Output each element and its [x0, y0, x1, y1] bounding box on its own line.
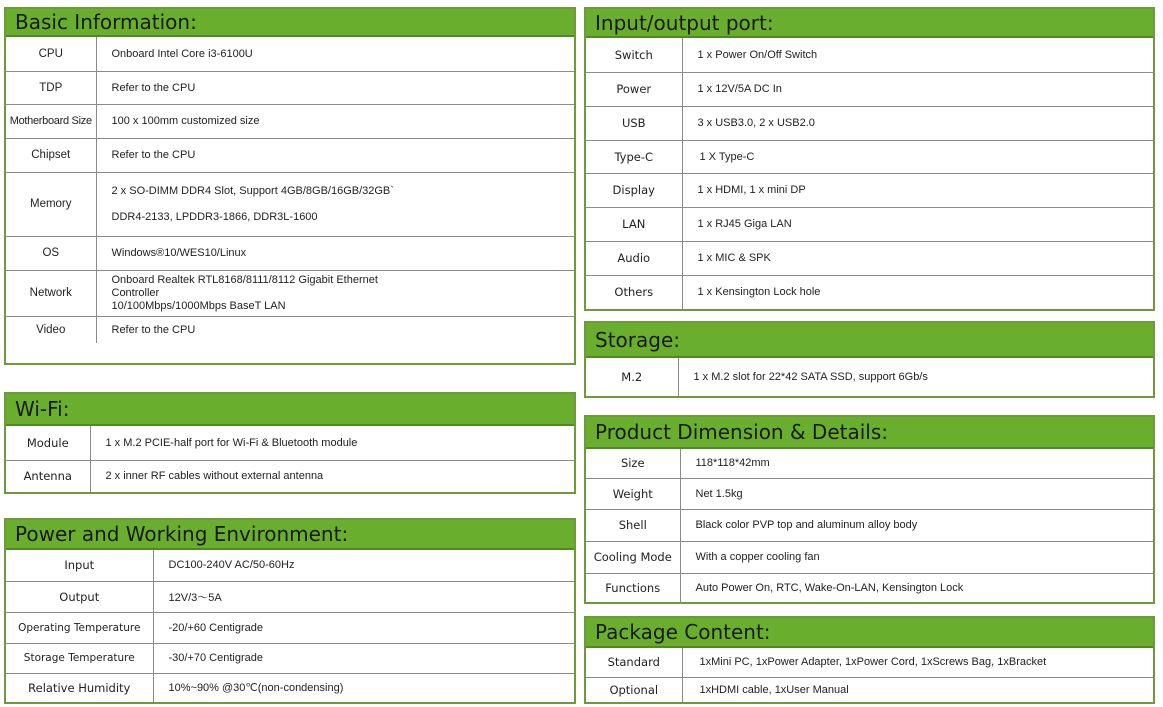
row-label: Functions — [586, 573, 680, 602]
row-label: Video — [6, 316, 96, 343]
section-title: Storage: — [586, 323, 1153, 358]
table-row — [6, 581, 574, 612]
row-label: Motherboard Size — [6, 104, 96, 138]
section-title: Wi-Fi: — [6, 394, 574, 426]
row-label: Audio — [586, 241, 682, 275]
row-label: Operating Temperature — [6, 612, 153, 643]
table-row — [586, 140, 1153, 173]
table-row — [6, 104, 574, 138]
io-port-section — [584, 7, 1155, 311]
row-value: Onboard Intel Core i3-6100U — [111, 47, 253, 60]
row-label: Relative Humidity — [6, 673, 153, 702]
spec-table — [6, 426, 574, 492]
table-row — [586, 173, 1153, 207]
row-value: Black color PVP top and aluminum alloy body — [680, 509, 1153, 541]
row-label: Cooling Mode — [586, 541, 680, 573]
spec-table — [586, 358, 1153, 396]
table-row — [6, 172, 574, 236]
row-label: M.2 — [586, 358, 678, 396]
row-value: With a copper cooling fan — [680, 541, 1153, 573]
row-value: 12V/3〜5A — [153, 581, 574, 612]
spec-table — [586, 449, 1153, 602]
table-row — [6, 673, 574, 702]
spec-table — [586, 648, 1153, 702]
storage-section — [584, 321, 1155, 398]
row-label: Storage Temperature — [6, 643, 153, 673]
value-line: Controller — [111, 286, 160, 299]
wifi-section — [4, 392, 576, 494]
row-value: Refer to the CPU — [96, 71, 574, 104]
row-value: Windows®10/WES10/Linux — [96, 236, 574, 270]
row-value: 1 X Type-C — [682, 140, 1153, 173]
row-label: OS — [6, 236, 96, 270]
row-label: Display — [586, 173, 682, 207]
table-row — [586, 358, 1153, 396]
table-row — [6, 236, 574, 270]
table-row — [6, 612, 574, 643]
table-row — [6, 270, 574, 316]
row-label: USB — [586, 106, 682, 140]
table-row — [6, 138, 574, 172]
package-content-section — [584, 616, 1155, 704]
table-row — [586, 72, 1153, 106]
row-value: 2 x inner RF cables without external antenna — [90, 460, 574, 492]
section-title: Basic Information: — [6, 9, 574, 37]
table-row — [586, 648, 1153, 677]
table-row — [586, 241, 1153, 275]
row-label: Standard — [586, 648, 682, 677]
row-value: 1xMini PC, 1xPower Adapter, 1xPower Cord, 1xScrews Bag, 1xBracket — [699, 656, 1047, 669]
row-label: CPU — [6, 37, 96, 71]
row-value: 118*118*42mm — [695, 457, 770, 470]
row-label: Others — [586, 275, 682, 309]
row-value: 1 x M.2 PCIE-half port for Wi-Fi & Bluetooth module — [105, 436, 358, 449]
row-value: 1 x RJ45 Giga LAN — [682, 207, 1153, 241]
table-row — [586, 275, 1153, 309]
row-value: 100 x 100mm customized size — [96, 104, 574, 138]
row-label: Memory — [6, 172, 96, 236]
row-label: Antenna — [6, 460, 90, 492]
product-dimension-section — [584, 415, 1155, 604]
row-value: Refer to the CPU — [96, 316, 574, 343]
row-label: Switch — [586, 38, 682, 72]
table-row — [586, 573, 1153, 602]
row-value — [96, 172, 574, 236]
basic-information-section — [4, 7, 576, 365]
row-label: Size — [586, 449, 680, 478]
row-value: -30/+70 Centigrade — [153, 643, 574, 673]
row-value: Net 1.5kg — [680, 478, 1153, 509]
row-value: Refer to the CPU — [96, 138, 574, 172]
table-row — [6, 37, 574, 71]
spec-table — [6, 550, 574, 702]
row-label: Optional — [586, 677, 682, 702]
power-environment-section — [4, 518, 576, 704]
table-row — [6, 550, 574, 581]
row-value: 1 x 12V/5A DC In — [682, 72, 1153, 106]
table-row — [586, 106, 1153, 140]
value-line: DDR4-2133, LPDDR3-1866, DDR3L-1600 — [111, 210, 318, 223]
row-value: 1 x Power On/Off Switch — [697, 48, 818, 61]
table-row — [6, 643, 574, 673]
row-value: 10%~90% @30℃(non-condensing) — [153, 673, 574, 702]
table-row — [586, 207, 1153, 241]
row-value: -20/+60 Centigrade — [153, 612, 574, 643]
value-line: Onboard Realtek RTL8168/8111/8112 Gigabit Ethernet — [111, 273, 378, 286]
row-value: DC100-240V AC/50-60Hz — [168, 559, 295, 572]
table-row — [586, 677, 1153, 702]
row-label: Chipset — [6, 138, 96, 172]
section-title: Power and Working Environment: — [6, 520, 574, 550]
section-title: Product Dimension & Details: — [586, 417, 1153, 449]
row-label: Type-C — [586, 140, 682, 173]
table-row — [6, 460, 574, 492]
section-title: Package Content: — [586, 618, 1153, 648]
row-value: 1 x MIC & SPK — [682, 241, 1153, 275]
row-label: Input — [6, 550, 153, 581]
row-label: Power — [586, 72, 682, 106]
value-line: 10/100Mbps/1000Mbps BaseT LAN — [111, 299, 286, 312]
section-title: Input/output port: — [586, 9, 1153, 38]
row-value: 1 x HDMI, 1 x mini DP — [682, 173, 1153, 207]
table-row — [586, 541, 1153, 573]
row-value: 1xHDMI cable, 1xUser Manual — [682, 677, 1153, 702]
row-label: TDP — [6, 71, 96, 104]
row-label: LAN — [586, 207, 682, 241]
value-line: 2 x SO-DIMM DDR4 Slot, Support 4GB/8GB/16GB/32GB` — [111, 184, 394, 197]
row-label: Weight — [586, 478, 680, 509]
row-label: Module — [6, 426, 90, 460]
row-label: Output — [6, 581, 153, 612]
row-value: 1 x M.2 slot for 22*42 SATA SSD, support 6Gb/s — [693, 371, 928, 383]
table-row — [6, 316, 574, 343]
table-row — [586, 478, 1153, 509]
row-value: 3 x USB3.0, 2 x USB2.0 — [682, 106, 1153, 140]
table-row — [586, 509, 1153, 541]
row-label: Network — [6, 270, 96, 316]
spec-table — [6, 37, 574, 343]
row-value — [96, 270, 574, 316]
row-value: Auto Power On, RTC, Wake-On-LAN, Kensington Lock — [680, 573, 1153, 602]
table-row — [6, 426, 574, 460]
spec-table — [586, 38, 1153, 309]
table-row — [586, 449, 1153, 478]
row-value: 1 x Kensington Lock hole — [682, 275, 1153, 309]
row-label: Shell — [586, 509, 680, 541]
table-row — [586, 38, 1153, 72]
table-row — [6, 71, 574, 104]
